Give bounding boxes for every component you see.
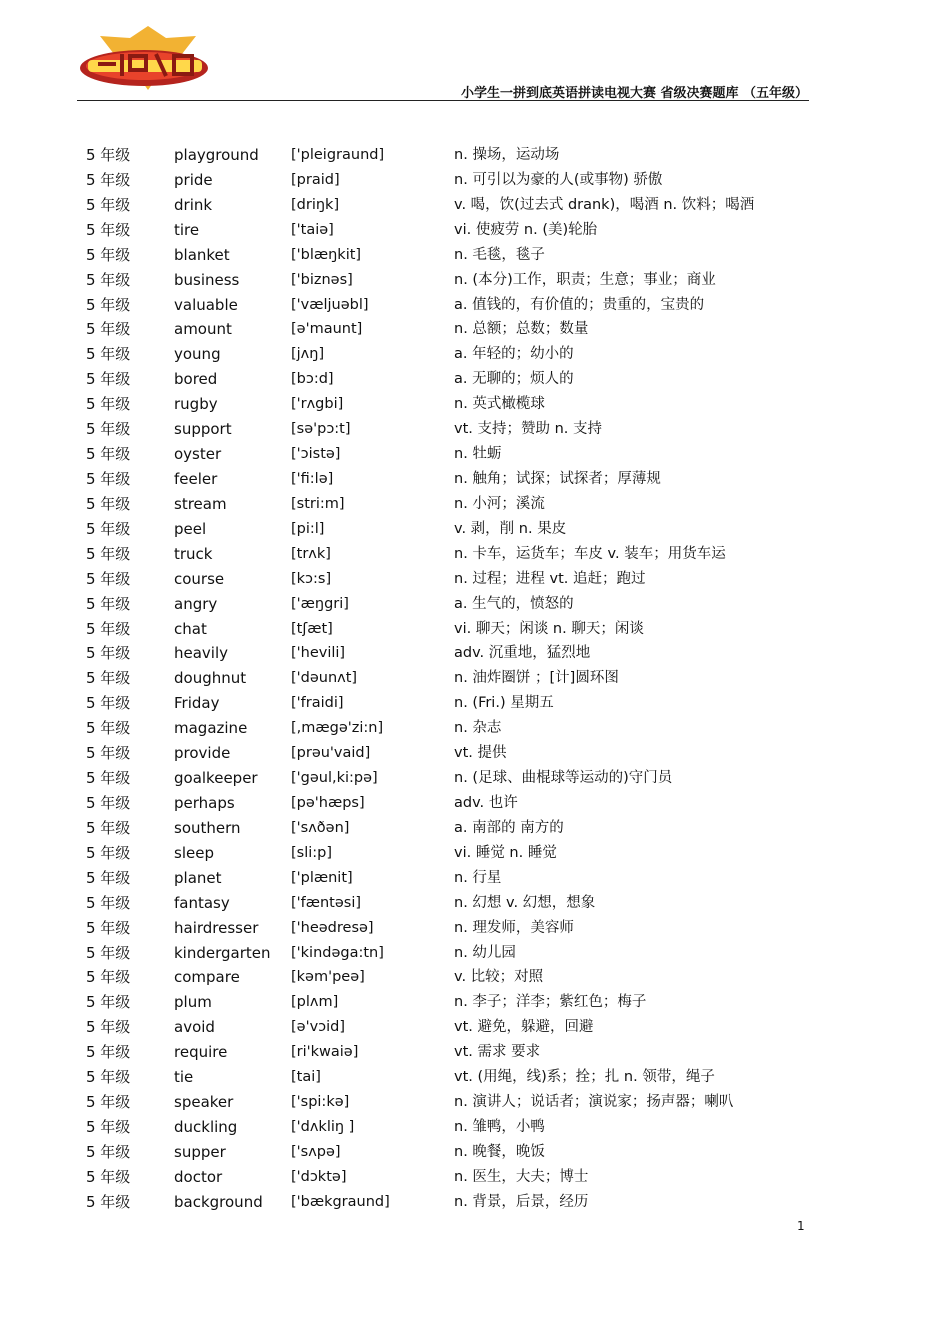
vocab-word: doctor (174, 1167, 223, 1186)
vocab-row (0, 617, 950, 642)
vocab-phonetic: ['heədresə] (291, 919, 374, 936)
vocab-row (0, 1115, 950, 1140)
grade-label: 5 年级 (86, 943, 131, 962)
vocab-phonetic: [kəm'peə] (291, 969, 365, 986)
vocab-word: rugby (174, 395, 218, 414)
vocab-row (0, 168, 950, 193)
vocab-definition: n. 操场，运动场 (454, 147, 560, 163)
vocab-word: drink (174, 195, 213, 214)
grade-label: 5 年级 (86, 1192, 131, 1211)
vocab-phonetic: ['hevili] (291, 645, 346, 662)
vocab-phonetic: [tʃæt] (291, 620, 333, 637)
vocab-phonetic: [stri:m] (291, 495, 345, 512)
grade-label: 5 年级 (86, 320, 131, 339)
vocab-row (0, 666, 950, 691)
vocab-row (0, 342, 950, 367)
header-rule (77, 100, 809, 101)
vocab-word: chat (174, 619, 207, 638)
vocab-phonetic: [jʌŋ] (291, 346, 325, 363)
vocab-row (0, 542, 950, 567)
vocab-phonetic: [sə'pɔ:t] (291, 421, 351, 438)
vocab-row (0, 467, 950, 492)
vocab-word: magazine (174, 719, 248, 738)
vocab-phonetic: [ə'vɔid] (291, 1019, 345, 1036)
vocab-row (0, 1040, 950, 1065)
vocab-word: southern (174, 818, 241, 837)
vocab-phonetic: [sli:p] (291, 844, 333, 861)
page-number: 1 (797, 1219, 805, 1233)
vocab-phonetic: ['rʌgbi] (291, 396, 344, 413)
vocab-definition: n. 雏鸭，小鸭 (454, 1118, 545, 1135)
vocab-definition: v. 喝，饮(过去式 drank)，喝酒 n. 饮料；喝酒 (454, 196, 755, 213)
vocab-word: compare (174, 968, 240, 987)
vocab-row (0, 1190, 950, 1215)
vocab-definition: n. 演讲人；说话者；演说家；扬声器；喇叭 (454, 1094, 734, 1111)
vocab-phonetic: ['plænit] (291, 869, 353, 886)
vocab-word: valuable (174, 295, 238, 314)
vocab-word: truck (174, 544, 213, 563)
vocab-row (0, 916, 950, 941)
grade-label: 5 年级 (86, 494, 131, 513)
vocab-definition: n. 李子；洋李；紫红色；梅子 (454, 994, 647, 1011)
vocab-definition: v. 剥，削 n. 果皮 (454, 520, 567, 537)
vocab-definition: a. 生气的，愤怒的 (454, 595, 574, 612)
vocab-definition: n. 背景，后景，经历 (454, 1193, 589, 1210)
vocab-phonetic: [kɔ:s] (291, 570, 332, 587)
vocab-word: plum (174, 993, 212, 1012)
vocab-definition: a. 值钱的，有价值的；贵重的，宝贵的 (454, 296, 705, 313)
vocab-word: stream (174, 494, 227, 513)
vocab-row (0, 1140, 950, 1165)
vocab-phonetic: ['kindəga:tn] (291, 944, 384, 961)
header-title: 小学生一拼到底英语拼读电视大赛 省级决赛题库 （五年级） (460, 86, 808, 101)
vocab-phonetic: [bɔ:d] (291, 371, 334, 388)
vocab-row (0, 243, 950, 268)
grade-label: 5 年级 (86, 719, 131, 738)
vocab-word: bored (174, 370, 218, 389)
grade-label: 5 年级 (86, 295, 131, 314)
vocab-word: oyster (174, 445, 222, 464)
grade-label: 5 年级 (86, 843, 131, 862)
vocab-definition: n. 晚餐，晚饭 (454, 1143, 545, 1160)
vocab-word: require (174, 1043, 228, 1062)
vocab-phonetic: [ri'kwaiə] (291, 1044, 359, 1061)
grade-label: 5 年级 (86, 893, 131, 912)
vocab-word: tire (174, 220, 200, 239)
grade-label: 5 年级 (86, 345, 131, 364)
vocab-definition: a. 年轻的；幼小的 (454, 346, 574, 363)
vocab-definition: a. 南部的 南方的 (454, 819, 564, 836)
vocab-definition: n. 理发师，美容师 (454, 919, 574, 936)
vocab-definition: adv. 沉重地，猛烈地 (454, 645, 591, 662)
vocab-phonetic: ['fi:lə] (291, 470, 334, 487)
vocab-definition: n. 触角；试探；试探者；厚薄规 (454, 470, 661, 487)
vocab-row (0, 143, 950, 168)
contest-logo (78, 24, 218, 94)
grade-label: 5 年级 (86, 1043, 131, 1062)
vocab-word: provide (174, 744, 231, 763)
grade-label: 5 年级 (86, 669, 131, 688)
vocab-word: supper (174, 1142, 226, 1161)
grade-label: 5 年级 (86, 370, 131, 389)
vocab-phonetic: ['dɔktə] (291, 1168, 347, 1185)
vocab-word: business (174, 270, 240, 289)
vocab-row (0, 592, 950, 617)
vocab-row (0, 716, 950, 741)
vocab-definition: adv. 也许 (454, 794, 518, 811)
grade-label: 5 年级 (86, 469, 131, 488)
vocab-word: background (174, 1192, 263, 1211)
grade-label: 5 年级 (86, 1117, 131, 1136)
vocab-word: goalkeeper (174, 769, 258, 788)
vocab-phonetic: ['æŋgri] (291, 595, 349, 612)
vocab-phonetic: ['spi:kə] (291, 1094, 350, 1111)
vocab-definition: n. 幻想 v. 幻想，想象 (454, 894, 596, 911)
vocab-definition: n. 杂志 (454, 720, 502, 737)
grade-label: 5 年级 (86, 195, 131, 214)
vocab-word: feeler (174, 469, 218, 488)
vocab-word: course (174, 569, 225, 588)
vocab-row (0, 193, 950, 218)
vocab-row (0, 517, 950, 542)
vocab-definition: vt. 提供 (454, 745, 507, 762)
vocab-phonetic: ['gəul,ki:pə] (291, 770, 378, 787)
vocab-row (0, 293, 950, 318)
vocab-phonetic: [,mægə'zi:n] (291, 720, 384, 737)
vocab-phonetic: [plʌm] (291, 994, 339, 1011)
vocab-row (0, 791, 950, 816)
vocab-phonetic: ['bækgraund] (291, 1193, 390, 1210)
vocab-definition: n. 小河；溪流 (454, 495, 545, 512)
vocab-phonetic: ['væljuəbl] (291, 296, 369, 313)
grade-label: 5 年级 (86, 245, 131, 264)
vocab-phonetic: ['ɔistə] (291, 446, 341, 463)
grade-label: 5 年级 (86, 519, 131, 538)
vocab-row (0, 891, 950, 916)
grade-label: 5 年级 (86, 544, 131, 563)
vocab-definition: vt. (用绳，线)系；拴；扎 n. 领带，绳子 (454, 1069, 715, 1086)
grade-label: 5 年级 (86, 918, 131, 937)
vocab-row (0, 268, 950, 293)
vocab-row (0, 965, 950, 990)
vocab-definition: n. 毛毯，毯子 (454, 246, 545, 263)
vocab-word: sleep (174, 843, 214, 862)
grade-label: 5 年级 (86, 146, 131, 164)
grade-label: 5 年级 (86, 1167, 131, 1186)
vocab-row (0, 941, 950, 966)
vocab-word: peel (174, 519, 207, 538)
vocab-word: kindergarten (174, 943, 271, 962)
vocab-word: tie (174, 1068, 194, 1087)
vocab-definition: vi. 聊天；闲谈 n. 聊天；闲谈 (454, 620, 644, 637)
vocab-phonetic: [pə'hæps] (291, 794, 365, 811)
vocab-definition: n. 总额；总数；数量 (454, 321, 589, 338)
vocab-phonetic: ['blæŋkit] (291, 246, 362, 263)
vocab-row (0, 766, 950, 791)
vocab-definition: n. (Fri.) 星期五 (454, 695, 554, 712)
vocab-definition: n. (足球、曲棍球等运动的)守门员 (454, 770, 673, 787)
vocab-row (0, 442, 950, 467)
grade-label: 5 年级 (86, 1093, 131, 1112)
vocab-row (0, 367, 950, 392)
grade-label: 5 年级 (86, 170, 131, 189)
vocab-row (0, 1165, 950, 1190)
vocab-word: playground (174, 146, 259, 164)
vocab-row (0, 741, 950, 766)
vocab-definition: n. (本分)工作，职责；生意；事业；商业 (454, 271, 716, 288)
vocab-definition: vt. 避免，躲避，回避 (454, 1019, 594, 1036)
grade-label: 5 年级 (86, 868, 131, 887)
vocab-phonetic: ['taiə] (291, 221, 334, 238)
vocab-row (0, 841, 950, 866)
vocab-word: duckling (174, 1117, 238, 1136)
vocab-row (0, 1065, 950, 1090)
grade-label: 5 年级 (86, 644, 131, 663)
grade-label: 5 年级 (86, 769, 131, 788)
vocab-phonetic: ['sʌpə] (291, 1143, 341, 1160)
grade-label: 5 年级 (86, 569, 131, 588)
vocab-row (0, 1015, 950, 1040)
vocab-word: support (174, 420, 232, 439)
vocab-phonetic: ['sʌðən] (291, 819, 350, 836)
vocab-definition: vt. 支持；赞助 n. 支持 (454, 421, 603, 438)
vocab-phonetic: ['pleigraund] (291, 147, 385, 163)
grade-label: 5 年级 (86, 445, 131, 464)
vocab-definition: vt. 需求 要求 (454, 1044, 541, 1061)
grade-label: 5 年级 (86, 968, 131, 987)
vocab-row (0, 567, 950, 592)
vocab-definition: n. 过程；进程 vt. 追赶；跑过 (454, 570, 646, 587)
vocab-definition: v. 比较；对照 (454, 969, 544, 986)
vocab-word: angry (174, 594, 218, 613)
grade-label: 5 年级 (86, 744, 131, 763)
vocab-phonetic: ['fraidi] (291, 695, 344, 712)
vocab-row (0, 866, 950, 891)
vocab-word: fantasy (174, 893, 230, 912)
vocab-definition: n. 牡蛎 (454, 446, 502, 463)
vocab-definition: vi. 睡觉 n. 睡觉 (454, 844, 557, 861)
grade-label: 5 年级 (86, 1142, 131, 1161)
vocab-definition: n. 幼儿园 (454, 944, 516, 961)
vocab-word: planet (174, 868, 222, 887)
vocab-phonetic: ['dʌkliŋ ] (291, 1118, 355, 1135)
vocab-row (0, 317, 950, 342)
grade-label: 5 年级 (86, 594, 131, 613)
vocab-word: Friday (174, 694, 220, 713)
vocab-word: avoid (174, 1018, 215, 1037)
vocab-row (0, 691, 950, 716)
grade-label: 5 年级 (86, 694, 131, 713)
grade-label: 5 年级 (86, 395, 131, 414)
vocab-row (0, 218, 950, 243)
vocab-phonetic: ['biznəs] (291, 271, 353, 288)
vocab-phonetic: [driŋk] (291, 196, 340, 213)
vocabulary-list (0, 143, 950, 1215)
vocab-definition: a. 无聊的；烦人的 (454, 371, 574, 388)
vocab-row (0, 392, 950, 417)
vocab-definition: vi. 使疲劳 n. (美)轮胎 (454, 221, 598, 238)
vocab-phonetic: [praid] (291, 171, 340, 188)
grade-label: 5 年级 (86, 1018, 131, 1037)
vocab-phonetic: [tai] (291, 1069, 321, 1086)
vocab-word: speaker (174, 1093, 234, 1112)
vocab-row (0, 492, 950, 517)
vocab-word: pride (174, 170, 213, 189)
vocab-phonetic: [prəu'vaid] (291, 745, 371, 762)
vocab-word: heavily (174, 644, 229, 663)
grade-label: 5 年级 (86, 220, 131, 239)
vocab-word: blanket (174, 245, 230, 264)
grade-label: 5 年级 (86, 818, 131, 837)
vocab-definition: n. 可引以为豪的人(或事物) 骄傲 (454, 171, 663, 188)
vocab-definition: n. 英式橄榄球 (454, 396, 545, 413)
vocab-phonetic: [pi:l] (291, 520, 325, 537)
grade-label: 5 年级 (86, 420, 131, 439)
grade-label: 5 年级 (86, 270, 131, 289)
vocab-word: doughnut (174, 669, 247, 688)
vocab-definition: n. 医生，大夫；博士 (454, 1168, 589, 1185)
vocab-row (0, 417, 950, 442)
vocab-word: amount (174, 320, 232, 339)
grade-label: 5 年级 (86, 993, 131, 1012)
vocab-phonetic: [trʌk] (291, 545, 331, 562)
grade-label: 5 年级 (86, 619, 131, 638)
grade-label: 5 年级 (86, 793, 131, 812)
grade-label: 5 年级 (86, 1068, 131, 1087)
vocab-phonetic: [ə'maunt] (291, 321, 363, 338)
vocab-word: young (174, 345, 221, 364)
vocab-row (0, 641, 950, 666)
vocab-definition: n. 卡车，运货车；车皮 v. 装车；用货车运 (454, 545, 726, 562)
vocab-row (0, 1090, 950, 1115)
vocab-phonetic: ['fæntəsi] (291, 894, 362, 911)
vocab-row (0, 990, 950, 1015)
vocab-definition: n. 行星 (454, 869, 502, 886)
vocab-word: hairdresser (174, 918, 259, 937)
vocab-row (0, 816, 950, 841)
vocab-phonetic: ['dəunʌt] (291, 670, 358, 687)
vocab-word: perhaps (174, 793, 235, 812)
vocab-definition: n. 油炸圈饼 ；[计]圆环图 (454, 670, 619, 687)
